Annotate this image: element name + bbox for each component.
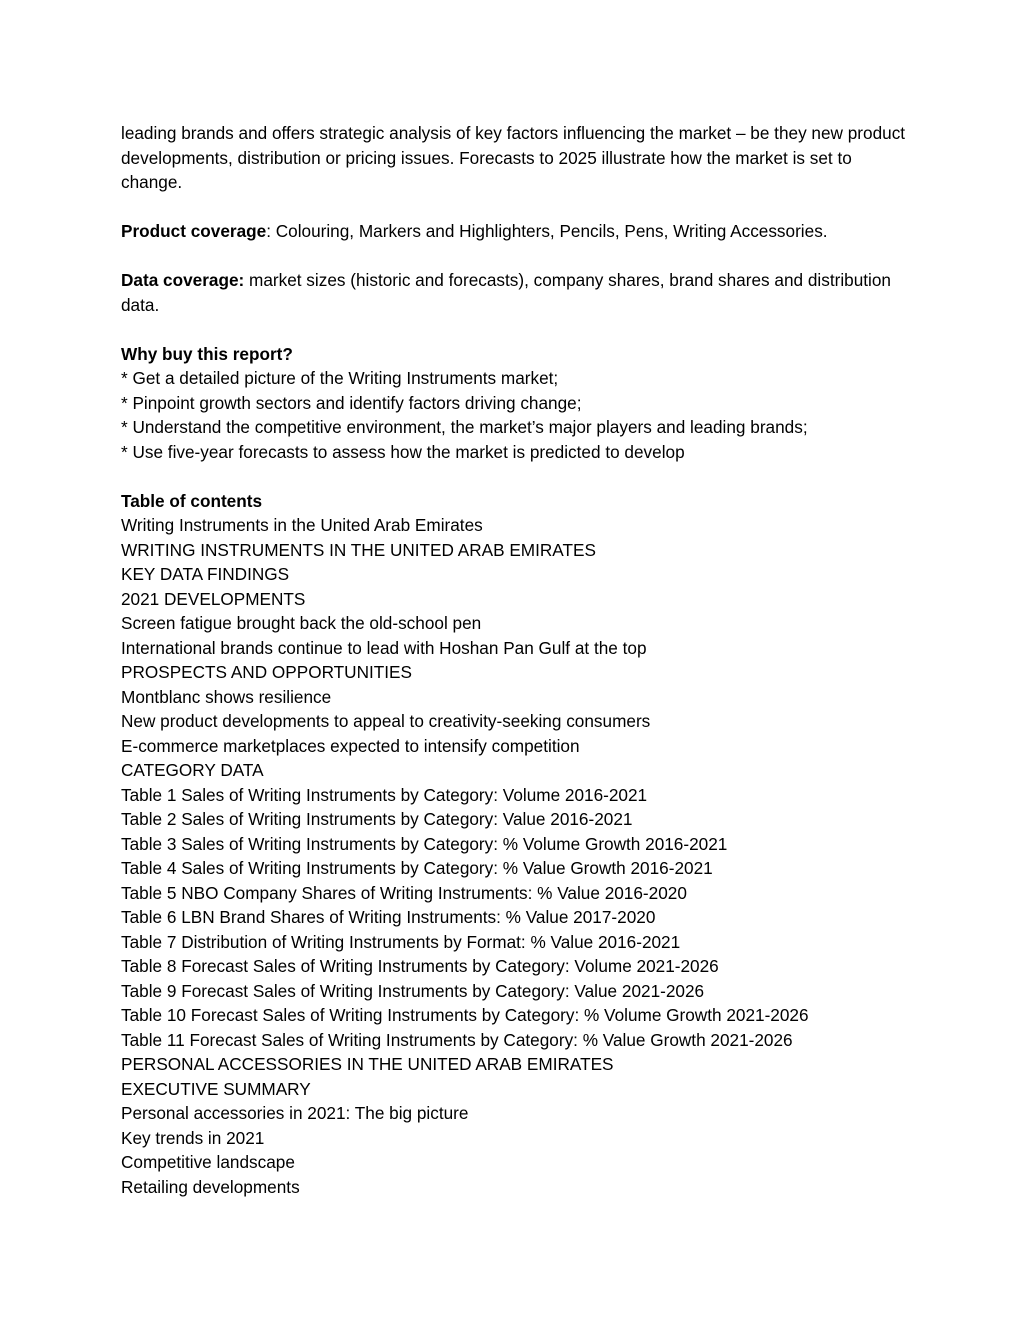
toc-item: Table 7 Distribution of Writing Instruments by Format: % Value 2016-2021: [121, 931, 681, 952]
toc-item: PROSPECTS AND OPPORTUNITIES: [121, 662, 412, 682]
toc-item: New product developments to appeal to creativity-seeking consumers: [121, 711, 651, 731]
intro-paragraph: [121, 121, 911, 195]
toc-item: Table 6 LBN Brand Shares of Writing Instruments: % Value 2017-2020: [121, 907, 656, 927]
document-page: [121, 121, 911, 1224]
toc-item: Table 9 Forecast Sales of Writing Instruments by Category: Value 2021-2026: [121, 980, 705, 1001]
toc-item: Retailing developments: [121, 1176, 300, 1197]
table-of-contents: [121, 489, 911, 1200]
list-item: * Get a detailed picture of the Writing Instruments market;: [121, 368, 559, 388]
toc-item: Key trends in 2021: [121, 1127, 265, 1148]
data-coverage-paragraph: [121, 268, 911, 317]
data-coverage-text: market sizes (historic and forecasts), company shares, brand shares and distribution data.: [121, 270, 891, 315]
toc-item: Screen fatigue brought back the old-school pen: [121, 613, 482, 633]
toc-item: Writing Instruments in the United Arab Emirates: [121, 515, 483, 535]
toc-item: KEY DATA FINDINGS: [121, 564, 290, 584]
toc-item: Table 2 Sales of Writing Instruments by Category: Value 2016-2021: [121, 809, 633, 829]
toc-item: Table 11 Forecast Sales of Writing Instruments by Category: % Value Growth 2021-2026: [121, 1029, 793, 1050]
toc-item: Competitive landscape: [121, 1152, 295, 1172]
why-buy-heading: Why buy this report?: [121, 343, 293, 364]
toc-item: PERSONAL ACCESSORIES IN THE UNITED ARAB EMIRATES: [121, 1054, 614, 1074]
product-coverage-text: : Colouring, Markers and Highlighters, Pencils, Pens, Writing Accessories.: [266, 221, 828, 241]
toc-item: EXECUTIVE SUMMARY: [121, 1078, 311, 1099]
toc-item: Table 1 Sales of Writing Instruments by Category: Volume 2016-2021: [121, 784, 648, 805]
toc-item: CATEGORY DATA: [121, 760, 264, 780]
product-coverage-paragraph: [121, 219, 911, 244]
toc-item: Table 8 Forecast Sales of Writing Instruments by Category: Volume 2021-2026: [121, 956, 719, 976]
toc-item: International brands continue to lead with Hoshan Pan Gulf at the top: [121, 637, 647, 658]
toc-item: Table 3 Sales of Writing Instruments by Category: % Volume Growth 2016-2021: [121, 833, 728, 854]
why-buy-section: [121, 342, 911, 465]
intro-text: leading brands and offers strategic analysis of key factors influencing the market – be they new product developments, distribution or pricing issues. Forecasts to 2025 illustrate how the market is set to change.: [121, 123, 906, 192]
list-item: * Use five-year forecasts to assess how the market is predicted to develop: [121, 441, 685, 462]
toc-item: Montblanc shows resilience: [121, 686, 332, 707]
toc-item: Table 10 Forecast Sales of Writing Instruments by Category: % Volume Growth 2021-2026: [121, 1005, 809, 1025]
toc-item: Table 5 NBO Company Shares of Writing Instruments: % Value 2016-2020: [121, 882, 687, 903]
toc-item: Table 4 Sales of Writing Instruments by Category: % Value Growth 2016-2021: [121, 858, 713, 878]
toc-item: WRITING INSTRUMENTS IN THE UNITED ARAB EMIRATES: [121, 539, 596, 560]
list-item: * Understand the competitive environment, the market’s major players and leading brands;: [121, 417, 808, 437]
toc-item: E-commerce marketplaces expected to intensify competition: [121, 735, 580, 756]
data-coverage-label: Data coverage:: [121, 270, 245, 290]
list-item: * Pinpoint growth sectors and identify factors driving change;: [121, 392, 582, 413]
toc-item: Personal accessories in 2021: The big picture: [121, 1103, 469, 1123]
toc-heading: Table of contents: [121, 490, 263, 511]
product-coverage-label: Product coverage: [121, 221, 267, 241]
toc-item: 2021 DEVELOPMENTS: [121, 588, 306, 609]
